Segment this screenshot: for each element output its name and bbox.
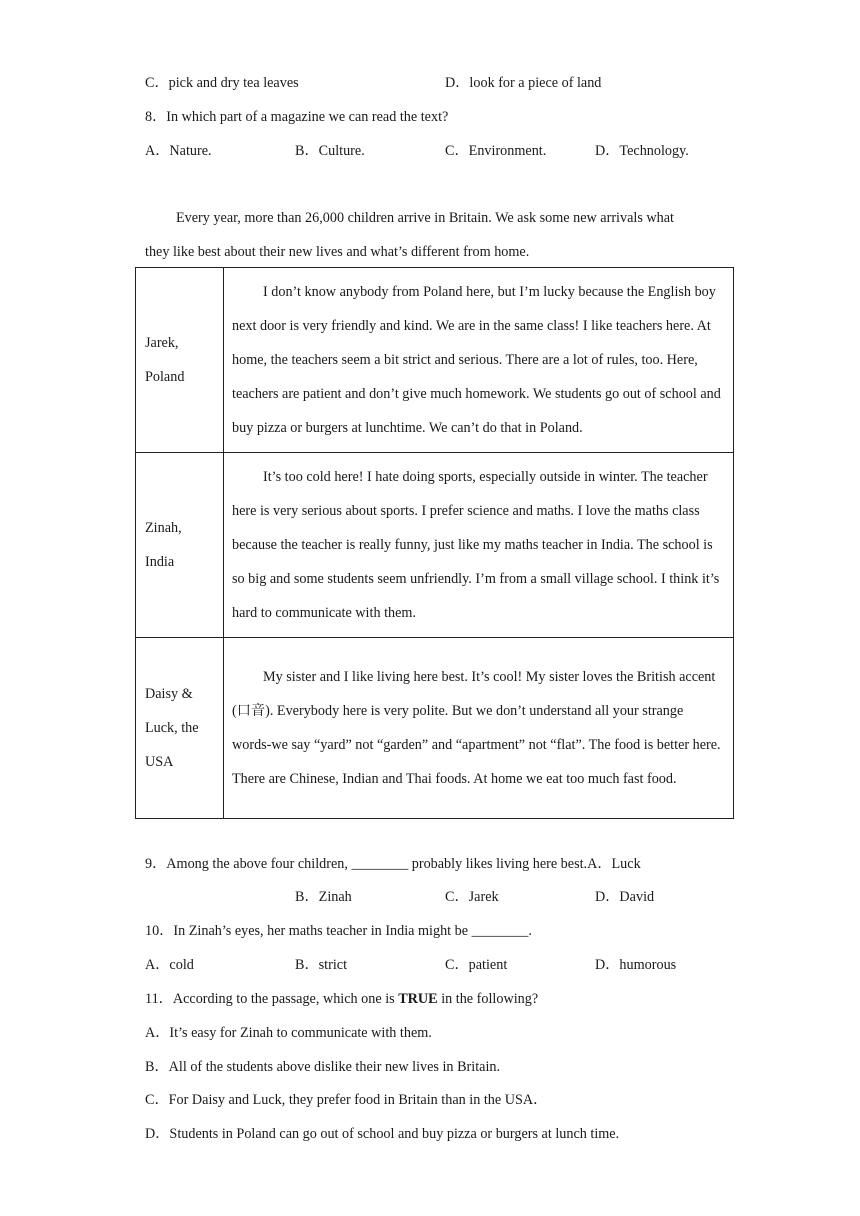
- intro-line-2: they like best about their new lives and what’s different from home.: [145, 244, 530, 260]
- q7-option-c: C．pick and dry tea leaves: [145, 75, 299, 91]
- table-row: [136, 268, 734, 453]
- q11-question-post: in the following?: [437, 991, 539, 1007]
- person-cell: [136, 268, 224, 453]
- q10-option-a: A．cold: [145, 957, 194, 973]
- q11-question-pre: 11．According to the passage, which one is: [145, 991, 399, 1007]
- q10-question: 10．In Zinah’s eyes, her maths teacher in India might be ________.: [145, 923, 532, 939]
- q7-option-d: D．look for a piece of land: [445, 75, 602, 91]
- table-row: [136, 638, 734, 819]
- table-row: [136, 453, 734, 638]
- q11-option-a: A．It’s easy for Zinah to communicate with them.: [145, 1025, 432, 1041]
- q8-option-a: A．Nature.: [145, 143, 212, 159]
- q11-option-d: D．Students in Poland can go out of school and buy pizza or burgers at lunch time.: [145, 1126, 620, 1142]
- q8-option-c: C．Environment.: [445, 143, 547, 159]
- q8-option-d: D．Technology.: [595, 143, 689, 159]
- q11-question: [145, 990, 538, 1008]
- q8-question: 8．In which part of a magazine we can read the text?: [145, 109, 449, 125]
- person-name: Daisy &: [145, 686, 193, 702]
- reading-table: [135, 267, 734, 819]
- q9-option-d: D．David: [595, 889, 655, 905]
- person-cell: [136, 453, 224, 638]
- person-country: India: [145, 554, 175, 570]
- q11-option-b: B．All of the students above dislike their new lives in Britain.: [145, 1059, 501, 1075]
- q10-option-d: D．humorous: [595, 957, 677, 973]
- q9-question: 9．Among the above four children, ________ probably likes living here best.A．Luck: [145, 856, 641, 872]
- q10-option-b: B．strict: [295, 957, 348, 973]
- person-country: USA: [145, 754, 174, 770]
- q10-option-c: C．patient: [445, 957, 508, 973]
- person-text: It’s too cold here! I hate doing sports, especially outside in winter. The teacher here is very serious about sports. I prefer science and maths. I love the maths class because the teacher is really funny, just like my maths teacher in India. The school is so big and some students seem unfriendly. I’m from a small village school. I think it’s hard to communicate with them.: [224, 453, 734, 638]
- q9-option-c: C．Jarek: [445, 889, 499, 905]
- q11-question-bold: TRUE: [398, 991, 438, 1007]
- person-cell: [136, 638, 224, 819]
- person-text: I don’t know anybody from Poland here, but I’m lucky because the English boy next door is very friendly and kind. We are in the same class! I like teachers here. At home, the teachers seem a bit strict and serious. There are a lot of rules, too. Here, teachers are patient and don’t give much homework. We students go out of school and buy pizza or burgers at lunchtime. We can’t do that in Poland.: [224, 268, 734, 453]
- person-country: Poland: [145, 369, 185, 385]
- q8-option-b: B．Culture.: [295, 143, 365, 159]
- person-text: My sister and I like living here best. It’s cool! My sister loves the British accent (口音). Everybody here is very polite. But we don’t understand all your strange words-we say “yard” not “garden” and “apartment” not “flat”. The food is better here. There are Chinese, Indian and Thai foods. At home we eat too much fast food.: [224, 638, 734, 819]
- intro-line-1: Every year, more than 26,000 children arrive in Britain. We ask some new arrivals what: [176, 210, 674, 226]
- q9-option-b: B．Zinah: [295, 889, 352, 905]
- q11-option-c: C．For Daisy and Luck, they prefer food in Britain than in the USA．: [145, 1092, 548, 1108]
- person-name: Jarek,: [145, 335, 179, 351]
- person-name-2: Luck, the: [145, 720, 199, 736]
- person-name: Zinah,: [145, 520, 182, 536]
